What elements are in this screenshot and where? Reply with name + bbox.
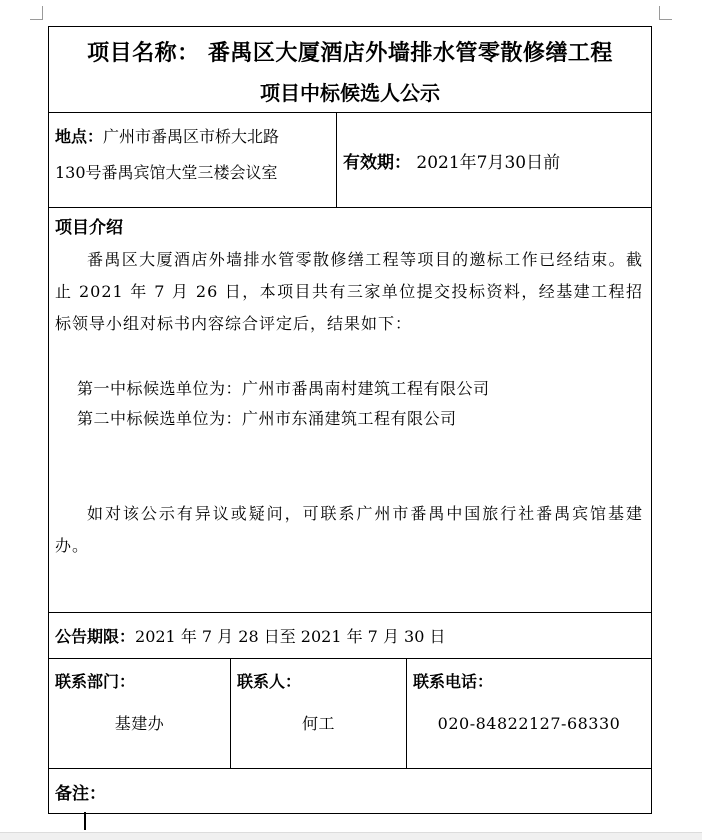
department-label: 联系部门：	[55, 672, 136, 691]
period-label: 公告期限：	[55, 627, 136, 646]
page-corner-mark-right-h	[659, 19, 672, 20]
page-corner-mark-right	[659, 6, 660, 20]
page-corner-mark-left-h	[30, 19, 43, 20]
department-cell	[49, 659, 231, 768]
intro-heading: 项目介绍	[55, 218, 123, 238]
text-cursor	[84, 812, 86, 830]
location-cell	[49, 113, 337, 207]
first-candidate: 第一中标候选单位为：广州市番禺南村建筑工程有限公司	[77, 379, 490, 398]
period-value: 2021 年 7 月 28 日至 2021 年 7 月 30 日	[135, 627, 446, 646]
validity-label: 有效期：	[343, 152, 411, 173]
department-value: 基建办	[114, 714, 165, 733]
location-address-2: 130号番禺宾馆大堂三楼会议室	[55, 163, 278, 182]
period-section	[49, 613, 651, 659]
announcement-subtitle: 项目中标候选人公示	[260, 81, 440, 105]
intro-section	[49, 208, 651, 613]
project-name: 番禺区大厦酒店外墙排水管零散修缮工程	[207, 40, 613, 66]
phone-value: 020-84822127-68330	[437, 714, 621, 733]
location-validity-section	[49, 113, 651, 208]
remarks-section[interactable]	[49, 769, 651, 813]
spacer	[55, 434, 643, 498]
person-label: 联系人：	[237, 672, 302, 691]
phone-cell	[407, 659, 651, 768]
second-candidate: 第二中标候选单位为：广州市东涌建筑工程有限公司	[77, 409, 457, 428]
intro-paragraph: 番禺区大厦酒店外墙排水管零散修缮工程等项目的邀标工作已经结束。截止 2021 年 7 月 26 日，本项目共有三家单位提交投标资料，经基建工程招标领导小组对标书内容综合评定后，结果如下：	[55, 250, 643, 333]
remarks-label: 备注：	[55, 783, 106, 804]
phone-label: 联系电话：	[413, 672, 494, 691]
page-corner-mark-left	[42, 6, 43, 20]
project-name-label: 项目名称	[87, 40, 178, 66]
person-cell	[231, 659, 407, 768]
validity-value: 2021年7月30日前	[416, 152, 561, 173]
spacer	[55, 340, 643, 374]
project-title	[49, 35, 651, 71]
contact-section	[49, 659, 651, 769]
announcement-table	[48, 26, 652, 814]
location-line-1	[55, 119, 336, 155]
title-section	[49, 27, 651, 113]
person-value: 何工	[301, 714, 335, 733]
title-colon: ：	[177, 40, 200, 66]
closing-paragraph: 如对该公示有异议或疑问，可联系广州市番禺中国旅行社番禺宾馆基建办。	[55, 504, 643, 555]
validity-cell	[337, 113, 651, 207]
location-label: 地点：	[55, 127, 104, 146]
location-address-1: 广州市番禺区市桥大北路	[103, 127, 280, 146]
